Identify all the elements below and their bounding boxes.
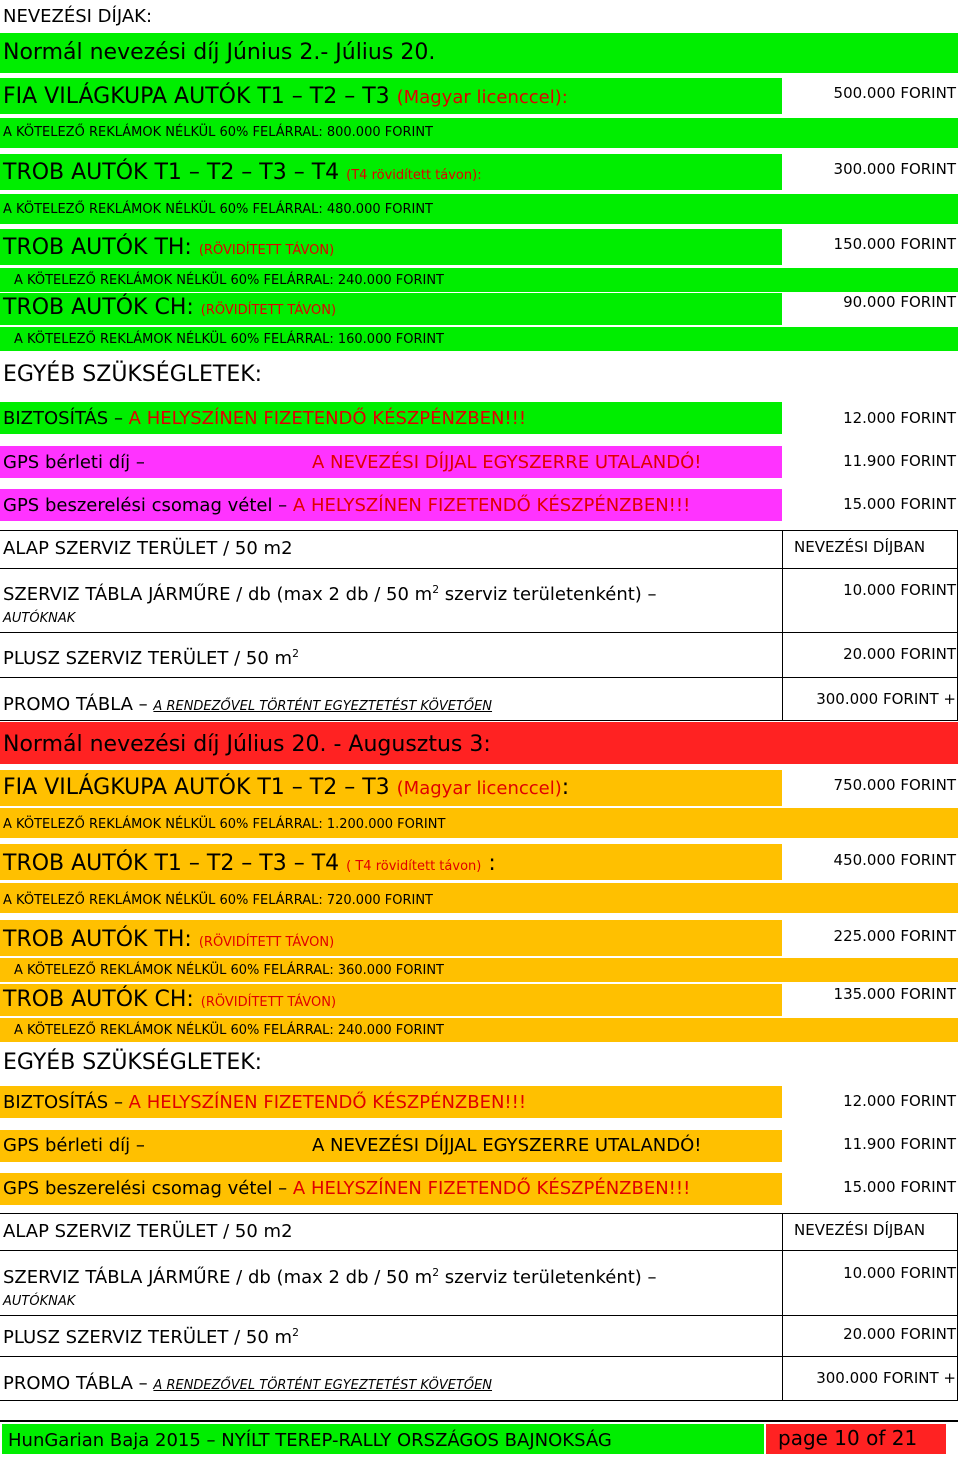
p1-gps-rent-price: 11.900 FORINT — [843, 452, 956, 470]
p1-service-area-price: NEVEZÉSI DÍJBAN — [794, 538, 926, 556]
p2-sign-sub: AUTÓKNAK — [3, 1294, 76, 1309]
p1-row3-sub: A KÖTELEZŐ REKLÁMOK NÉLKÜL 60% FELÁRRAL: 160.000 FORINT — [14, 332, 444, 347]
p1-row1-label: TROB AUTÓK T1 – T2 – T3 – T4 (T4 rövidített távon): — [3, 160, 482, 185]
p2-other-title: EGYÉB SZÜKSÉGLETEK: — [3, 1050, 263, 1075]
p1-plus-area-label: PLUSZ SZERVIZ TERÜLET / 50 $m^2$ — [3, 647, 299, 669]
p2-row0-label: FIA VILÁGKUPA AUTÓK T1 – T2 – T3 (Magyar licenccel): — [3, 775, 570, 800]
p1-row2-sub: A KÖTELEZŐ REKLÁMOK NÉLKÜL 60% FELÁRRAL: 240.000 FORINT — [14, 273, 444, 288]
p2-row2-label: TROB AUTÓK TH: (RÖVIDÍTETT TÁVON) — [3, 927, 335, 952]
p1-other-title: EGYÉB SZÜKSÉGLETEK: — [3, 362, 263, 387]
p2-row3-label: TROB AUTÓK CH: (RÖVIDÍTETT TÁVON) — [3, 987, 337, 1012]
p1-gps-buy-price: 15.000 FORINT — [843, 495, 956, 513]
p2-service-area-label: ALAP SZERVIZ TERÜLET / 50 m2 — [3, 1221, 293, 1242]
p1-row2-label: TROB AUTÓK TH: (RÖVIDÍTETT TÁVON) — [3, 235, 335, 260]
p1-row1-price: 300.000 FORINT — [833, 160, 956, 178]
p2-gps-buy-label: GPS beszerelési csomag vétel – A HELYSZÍNEN FIZETENDŐ KÉSZPÉNZBEN!!! — [3, 1178, 691, 1199]
p2-row3-price: 135.000 FORINT — [833, 985, 956, 1003]
period2-title: Normál nevezési díj Július 20. - Augusztus 3: — [3, 732, 491, 757]
p1-gps-rent-note: A NEVEZÉSI DÍJJAL EGYSZERRE UTALANDÓ! — [312, 452, 702, 473]
p1-sign-sub: AUTÓKNAK — [3, 611, 76, 626]
p1-row0-sub: A KÖTELEZŐ REKLÁMOK NÉLKÜL 60% FELÁRRAL: 800.000 FORINT — [3, 125, 433, 140]
p1-sign-label: SZERVIZ TÁBLA JÁRMŰRE / db (max 2 db / 50 $m^2$ szerviz területenként) – — [3, 583, 657, 605]
p2-promo-label: PROMO TÁBLA – A RENDEZŐVEL TÖRTÉNT EGYEZTETÉST KÖVETŐEN — [3, 1373, 493, 1394]
p1-insurance-price: 12.000 FORINT — [843, 409, 956, 427]
p1-row1-sub: A KÖTELEZŐ REKLÁMOK NÉLKÜL 60% FELÁRRAL: 480.000 FORINT — [3, 202, 433, 217]
p1-gps-buy-label: GPS beszerelési csomag vétel – A HELYSZÍNEN FIZETENDŐ KÉSZPÉNZBEN!!! — [3, 495, 691, 516]
p1-sign-price: 10.000 FORINT — [843, 581, 956, 599]
p2-row1-price: 450.000 FORINT — [833, 851, 956, 869]
p2-gps-rent-note: A NEVEZÉSI DÍJJAL EGYSZERRE UTALANDÓ! — [312, 1135, 702, 1156]
p1-service-area-label: ALAP SZERVIZ TERÜLET / 50 m2 — [3, 538, 293, 559]
p2-gps-rent-price: 11.900 FORINT — [843, 1135, 956, 1153]
footer-page-number: page 10 of 21 — [778, 1426, 918, 1450]
p1-insurance-label: BIZTOSÍTÁS – A HELYSZÍNEN FIZETENDŐ KÉSZPÉNZBEN!!! — [3, 408, 527, 429]
period1-title: Normál nevezési díj Június 2.- Július 20. — [3, 40, 436, 65]
p2-sign-label: SZERVIZ TÁBLA JÁRMŰRE / db (max 2 db / 50 $m^2$ szerviz területenként) – — [3, 1266, 657, 1288]
p2-row2-sub: A KÖTELEZŐ REKLÁMOK NÉLKÜL 60% FELÁRRAL: 360.000 FORINT — [14, 963, 444, 978]
p1-row0-label: FIA VILÁGKUPA AUTÓK T1 – T2 – T3 (Magyar licenccel): — [3, 84, 568, 109]
p2-row1-sub: A KÖTELEZŐ REKLÁMOK NÉLKÜL 60% FELÁRRAL: 720.000 FORINT — [3, 893, 433, 908]
p1-promo-price: 300.000 FORINT + — [816, 690, 956, 708]
p2-row2-price: 225.000 FORINT — [833, 927, 956, 945]
footer-title: HunGarian Baja 2015 – NYÍLT TEREP-RALLY ORSZÁGOS BAJNOKSÁG — [8, 1430, 612, 1451]
p2-row1-label: TROB AUTÓK T1 – T2 – T3 – T4 ( T4 rövidített távon) : — [3, 851, 496, 876]
p1-row0-price: 500.000 FORINT — [833, 84, 956, 102]
p1-promo-label: PROMO TÁBLA – A RENDEZŐVEL TÖRTÉNT EGYEZTETÉST KÖVETŐEN — [3, 694, 493, 715]
p2-insurance-price: 12.000 FORINT — [843, 1092, 956, 1110]
p2-insurance-label: BIZTOSÍTÁS – A HELYSZÍNEN FIZETENDŐ KÉSZPÉNZBEN!!! — [3, 1092, 527, 1113]
p2-service-area-price: NEVEZÉSI DÍJBAN — [794, 1221, 926, 1239]
p1-plus-area-price: 20.000 FORINT — [843, 645, 956, 663]
p2-plus-area-label: PLUSZ SZERVIZ TERÜLET / 50 $m^2$ — [3, 1326, 299, 1348]
p2-gps-rent-label: GPS bérleti díj – — [3, 1135, 145, 1156]
p2-row3-sub: A KÖTELEZŐ REKLÁMOK NÉLKÜL 60% FELÁRRAL: 240.000 FORINT — [14, 1023, 444, 1038]
p2-gps-buy-price: 15.000 FORINT — [843, 1178, 956, 1196]
p2-promo-price: 300.000 FORINT + — [816, 1369, 956, 1387]
p1-row2-price: 150.000 FORINT — [833, 235, 956, 253]
p2-sign-price: 10.000 FORINT — [843, 1264, 956, 1282]
p1-row3-price: 90.000 FORINT — [843, 293, 956, 311]
p2-row0-sub: A KÖTELEZŐ REKLÁMOK NÉLKÜL 60% FELÁRRAL: 1.200.000 FORINT — [3, 817, 446, 832]
page-heading: NEVEZÉSI DÍJAK: — [3, 6, 153, 27]
p1-gps-rent-label: GPS bérleti díj – — [3, 452, 145, 473]
p2-row0-price: 750.000 FORINT — [833, 776, 956, 794]
p2-plus-area-price: 20.000 FORINT — [843, 1325, 956, 1343]
p1-row3-label: TROB AUTÓK CH: (RÖVIDÍTETT TÁVON) — [3, 295, 337, 320]
